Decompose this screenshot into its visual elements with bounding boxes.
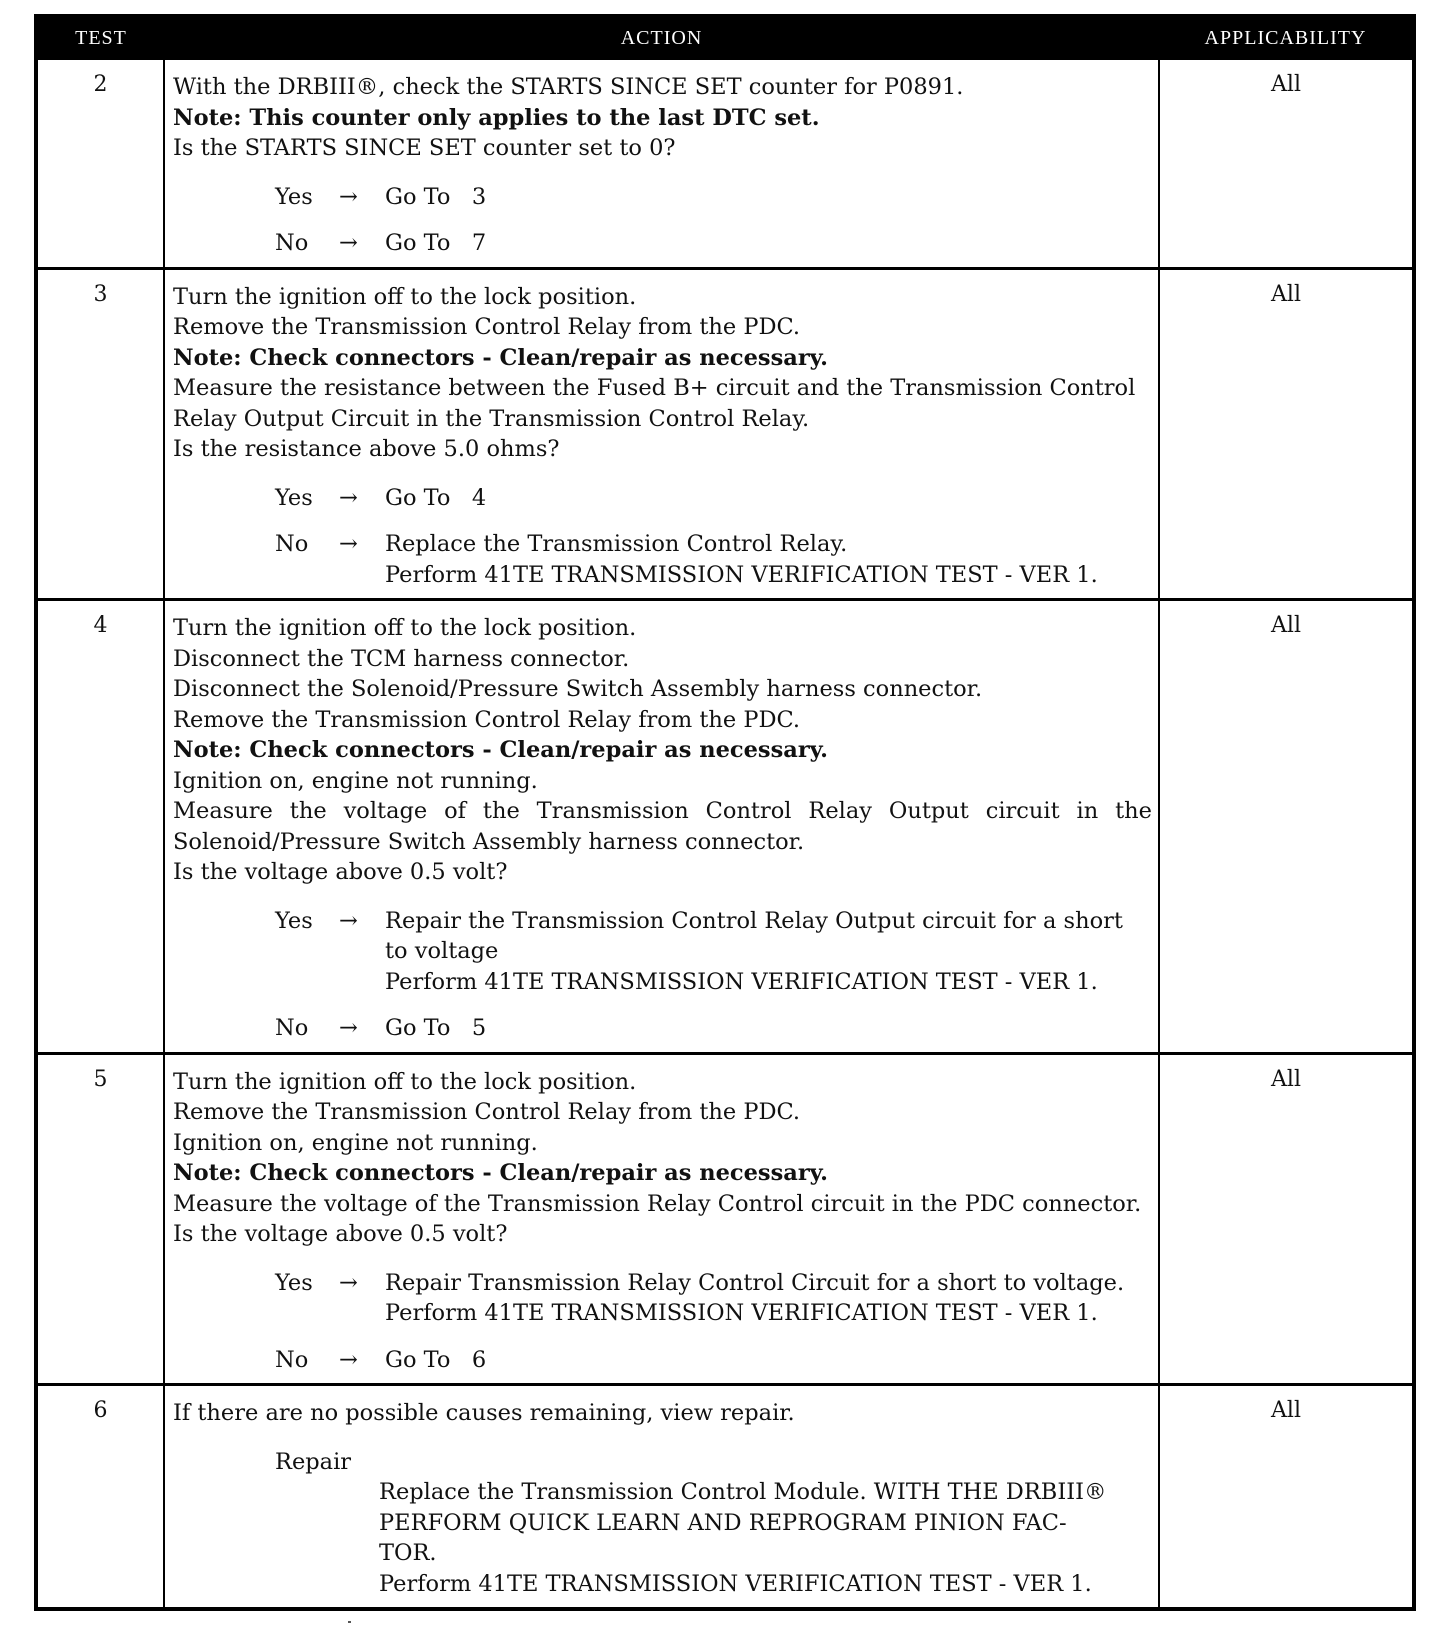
yes-text: to voltage	[385, 938, 499, 964]
arrow-icon: →	[339, 907, 358, 934]
action-step: Remove the Transmission Control Relay from the PDC.	[173, 314, 801, 340]
action-step: If there are no possible causes remaining, view repair.	[173, 1400, 795, 1426]
action-note: Note: Check connectors - Clean/repair as necessary.	[173, 737, 828, 763]
yes-text: Repair Transmission Relay Control Circuit for a short to voltage.	[385, 1269, 1125, 1296]
action-step: Measure the voltage of the Transmission Relay Control circuit in the PDC connector.	[173, 1190, 1142, 1217]
no-label: No	[275, 1015, 309, 1041]
applicability: All	[1159, 1385, 1414, 1610]
test-row-2	[36, 59, 1414, 268]
test-row-5	[36, 1053, 1414, 1385]
yes-text: Go To 3	[385, 183, 487, 210]
yes-label: Yes	[275, 484, 313, 511]
arrow-icon: →	[339, 1015, 358, 1041]
action-step: Measure the voltage of the Transmission Control Relay Output circuit in the	[173, 798, 1152, 824]
yes-text: Perform 41TE TRANSMISSION VERIFICATION TEST - VER 1.	[385, 968, 1098, 995]
header-test: TEST	[36, 16, 164, 59]
arrow-icon: →	[339, 230, 358, 256]
test-action	[164, 1053, 1159, 1385]
no-result	[173, 228, 1152, 259]
table-header-row	[36, 16, 1414, 59]
yes-result	[173, 906, 1152, 998]
action-step: Ignition on, engine not running.	[173, 1129, 538, 1156]
yes-result	[173, 1268, 1152, 1329]
action-step: Remove the Transmission Control Relay from the PDC.	[173, 706, 801, 733]
arrow-icon: →	[339, 1346, 358, 1373]
scan-speck	[348, 1621, 351, 1623]
header-action: ACTION	[164, 16, 1159, 59]
test-action	[164, 1385, 1159, 1610]
action-step: Solenoid/Pressure Switch Assembly harness connector.	[173, 828, 805, 855]
action-step: With the DRBIII®, check the STARTS SINCE SET counter for P0891.	[173, 74, 964, 100]
test-row-6	[36, 1385, 1414, 1610]
action-step: Turn the ignition off to the lock position.	[173, 283, 637, 310]
header-applicability: APPLICABILITY	[1159, 16, 1414, 59]
arrow-icon: →	[339, 484, 358, 511]
diagnostic-test-table	[34, 14, 1416, 1611]
no-label: No	[275, 531, 309, 557]
no-label: No	[275, 230, 309, 256]
test-number: 4	[36, 600, 164, 1054]
yes-text: Perform 41TE TRANSMISSION VERIFICATION TEST - VER 1.	[385, 1300, 1098, 1326]
action-step: Disconnect the TCM harness connector.	[173, 645, 630, 672]
test-number: 6	[36, 1385, 164, 1610]
no-result	[173, 1013, 1152, 1044]
test-number: 3	[36, 268, 164, 600]
action-step: Relay Output Circuit in the Transmission Control Relay.	[173, 405, 810, 432]
action-note: Note: This counter only applies to the last DTC set.	[173, 104, 820, 131]
arrow-icon: →	[339, 183, 358, 210]
repair-text: Perform 41TE TRANSMISSION VERIFICATION TEST - VER 1.	[379, 1570, 1092, 1597]
action-step: Turn the ignition off to the lock position.	[173, 615, 637, 641]
yes-label: Yes	[275, 907, 313, 934]
arrow-icon: →	[339, 1269, 358, 1296]
yes-result	[173, 182, 1152, 213]
action-step: Measure the resistance between the Fused B+ circuit and the Transmission Control	[173, 375, 1136, 401]
repair-instructions	[379, 1477, 1152, 1599]
applicability: All	[1159, 600, 1414, 1054]
action-question: Is the resistance above 5.0 ohms?	[173, 436, 560, 462]
no-text: Perform 41TE TRANSMISSION VERIFICATION TEST - VER 1.	[385, 561, 1098, 588]
repair-text: TOR.	[379, 1540, 437, 1566]
test-action	[164, 600, 1159, 1054]
action-step: Remove the Transmission Control Relay from the PDC.	[173, 1099, 801, 1125]
yes-result	[173, 483, 1152, 514]
action-question: Is the voltage above 0.5 volt?	[173, 859, 508, 885]
applicability: All	[1159, 268, 1414, 600]
no-text: Go To 5	[385, 1015, 487, 1041]
action-note: Note: Check connectors - Clean/repair as necessary.	[173, 1160, 828, 1186]
test-row-4	[36, 600, 1414, 1054]
test-number: 2	[36, 59, 164, 268]
action-step: Ignition on, engine not running.	[173, 767, 538, 794]
action-note: Note: Check connectors - Clean/repair as necessary.	[173, 344, 828, 371]
action-question: Is the voltage above 0.5 volt?	[173, 1221, 508, 1247]
yes-label: Yes	[275, 1269, 313, 1296]
no-text: Go To 7	[385, 230, 487, 256]
test-action	[164, 268, 1159, 600]
arrow-icon: →	[339, 531, 358, 557]
test-row-3	[36, 268, 1414, 600]
no-text: Replace the Transmission Control Relay.	[385, 531, 848, 557]
action-step: Turn the ignition off to the lock position.	[173, 1068, 637, 1095]
no-text: Go To 6	[385, 1346, 487, 1373]
applicability: All	[1159, 59, 1414, 268]
action-question: Is the STARTS SINCE SET counter set to 0?	[173, 135, 676, 161]
no-result	[173, 1345, 1152, 1376]
action-step: Disconnect the Solenoid/Pressure Switch Assembly harness connector.	[173, 676, 983, 702]
repair-label: Repair	[275, 1448, 352, 1475]
no-result	[173, 529, 1152, 590]
test-action	[164, 59, 1159, 268]
yes-label: Yes	[275, 183, 313, 210]
yes-text: Repair the Transmission Control Relay Output circuit for a short	[385, 907, 1123, 934]
no-label: No	[275, 1346, 309, 1373]
repair-text: Replace the Transmission Control Module. WITH THE DRBIII®	[379, 1479, 1107, 1505]
applicability: All	[1159, 1053, 1414, 1385]
yes-text: Go To 4	[385, 484, 487, 511]
repair-text: PERFORM QUICK LEARN AND REPROGRAM PINION FAC-	[379, 1509, 1067, 1536]
test-number: 5	[36, 1053, 164, 1385]
